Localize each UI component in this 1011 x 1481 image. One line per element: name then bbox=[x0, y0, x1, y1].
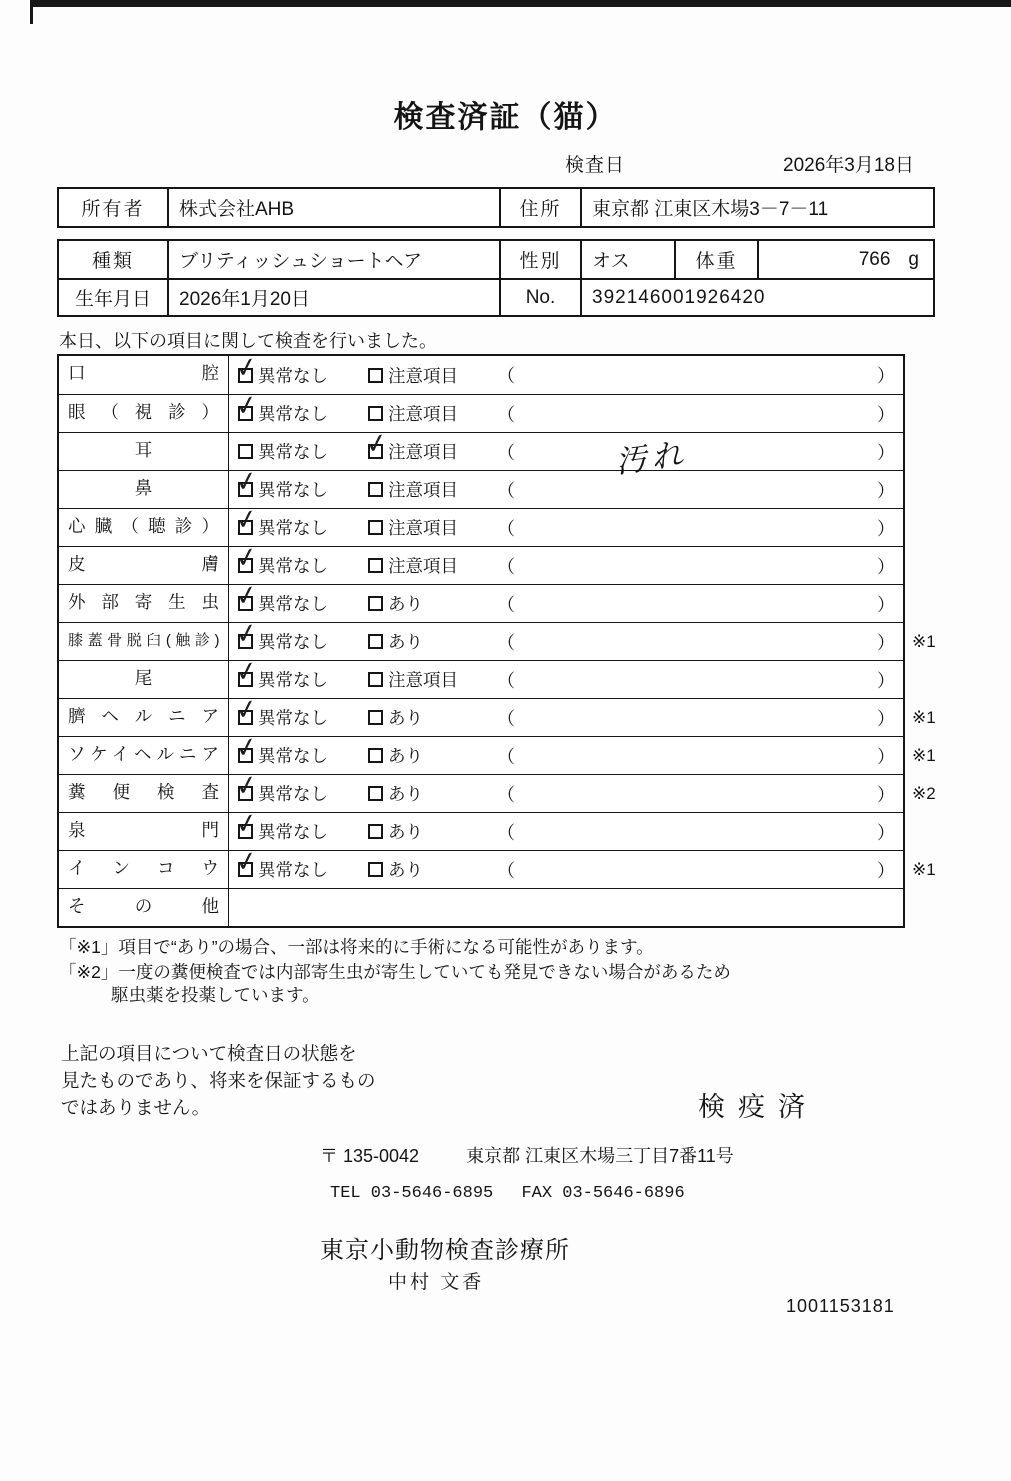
paren-open: （ bbox=[497, 404, 515, 425]
paren-open: （ bbox=[497, 670, 515, 691]
exam-option-label: あり bbox=[388, 860, 423, 880]
owner-value: 株式会社AHB bbox=[167, 189, 499, 226]
footnote-mark: ※1 bbox=[912, 859, 936, 879]
owner-row bbox=[59, 189, 933, 226]
veterinarian-name: 中村 文香 bbox=[388, 1272, 485, 1293]
checkbox-checked bbox=[233, 577, 260, 614]
disclaimer-line-2: 見たものであり、将来を保証するもの bbox=[61, 1070, 376, 1091]
pet-row-2 bbox=[59, 278, 933, 315]
exam-item-label: 皮膚 bbox=[59, 547, 229, 584]
exam-row-content bbox=[229, 691, 903, 736]
owner-table bbox=[57, 187, 935, 228]
checkmark-icon: ✓ bbox=[233, 767, 260, 804]
paren-close: ） bbox=[877, 860, 895, 881]
paren-close: ） bbox=[877, 708, 895, 729]
footnote-mark: ※1 bbox=[912, 745, 936, 765]
checkmark-icon: ✓ bbox=[233, 501, 260, 538]
exam-option-label: 異常なし bbox=[258, 784, 328, 804]
exam-item-label: ソケイヘルニア bbox=[59, 737, 229, 774]
exam-item-label: 膝蓋骨脱臼(触診) bbox=[59, 623, 229, 660]
exam-option-label: 注意項目 bbox=[388, 442, 458, 462]
checkbox-unchecked bbox=[368, 824, 383, 839]
exam-row bbox=[59, 615, 936, 660]
checkbox-unchecked bbox=[368, 710, 383, 725]
exam-item-label: その他 bbox=[59, 889, 229, 926]
paren-close: ） bbox=[877, 480, 895, 501]
paren-close: ） bbox=[877, 746, 895, 767]
checkbox-unchecked bbox=[368, 634, 383, 649]
exam-option-opt2 bbox=[368, 699, 423, 736]
exam-row-content bbox=[229, 843, 903, 888]
paren-close: ） bbox=[877, 518, 895, 539]
exam-option-opt2 bbox=[368, 509, 458, 546]
checkbox-checked bbox=[233, 615, 260, 652]
exam-row bbox=[59, 805, 903, 850]
footnote-2-continued: 駆虫薬を投薬しています。 bbox=[111, 985, 320, 1005]
footnote-mark: ※1 bbox=[912, 631, 936, 651]
disclaimer bbox=[61, 1040, 376, 1121]
checkbox-unchecked bbox=[368, 368, 383, 383]
checkbox-checked bbox=[233, 843, 260, 880]
checkmark-icon: ✓ bbox=[233, 691, 260, 728]
exam-item-label: 糞便検査 bbox=[59, 775, 229, 812]
checkmark-icon: ✓ bbox=[233, 387, 260, 424]
exam-row bbox=[59, 539, 903, 584]
checkmark-icon: ✓ bbox=[363, 425, 390, 462]
exam-row bbox=[59, 501, 903, 546]
exam-note-area bbox=[497, 623, 895, 660]
weight-unit: g bbox=[908, 248, 919, 270]
weight-label: 体重 bbox=[674, 241, 757, 278]
exam-row-content bbox=[229, 615, 903, 660]
exam-row bbox=[59, 387, 903, 432]
exam-note-area bbox=[497, 471, 895, 508]
inspection-date-label: 検査日 bbox=[565, 155, 626, 176]
checkbox-unchecked bbox=[368, 862, 383, 877]
scan-edge-artifact bbox=[30, 0, 1011, 7]
sex-label: 性別 bbox=[499, 241, 580, 278]
exam-note-area bbox=[497, 661, 895, 698]
paren-open: （ bbox=[497, 556, 515, 577]
checkbox-unchecked bbox=[368, 520, 383, 535]
exam-option-opt2 bbox=[368, 661, 458, 698]
quarantine-stamp: 検疫済 bbox=[698, 1092, 818, 1122]
exam-item-label: 鼻 bbox=[59, 471, 229, 508]
checkbox-unchecked bbox=[238, 444, 253, 459]
checkmark-icon: ✓ bbox=[233, 349, 260, 385]
weight-value: 766 bbox=[858, 248, 891, 270]
checkbox-checked bbox=[233, 539, 260, 576]
exam-row bbox=[59, 729, 936, 774]
checkbox-checked bbox=[233, 463, 260, 500]
paren-close: ） bbox=[877, 632, 895, 653]
exam-item-label: 心臓（聴診） bbox=[59, 509, 229, 546]
disclaimer-line-1: 上記の項目について検査日の状態を bbox=[61, 1043, 357, 1064]
exam-row-content bbox=[229, 889, 903, 926]
handwritten-note: 汚れ bbox=[613, 436, 690, 481]
exam-note-area bbox=[497, 851, 895, 888]
exam-option-label: あり bbox=[388, 594, 423, 614]
exam-note-area bbox=[497, 356, 895, 394]
exam-item-label: 眼（視診） bbox=[59, 395, 229, 432]
exam-note-area bbox=[497, 813, 895, 850]
exam-table bbox=[57, 349, 936, 928]
exam-option-label: 異常なし bbox=[258, 556, 328, 576]
exam-option-label: 注意項目 bbox=[388, 518, 458, 538]
pet-table bbox=[57, 239, 935, 317]
checkmark-icon: ✓ bbox=[233, 539, 260, 576]
checkbox-unchecked bbox=[368, 672, 383, 687]
breed-label: 種類 bbox=[91, 251, 134, 272]
checkbox-checked bbox=[233, 767, 260, 804]
checkmark-icon: ✓ bbox=[233, 843, 260, 880]
exam-option-label: 異常なし bbox=[258, 594, 328, 614]
paren-open: （ bbox=[497, 632, 515, 653]
exam-option-label: 異常なし bbox=[258, 480, 328, 500]
checkbox-checked bbox=[233, 653, 260, 690]
exam-note bbox=[515, 429, 877, 481]
exam-option-label: 異常なし bbox=[258, 632, 328, 652]
footnote-mark: ※1 bbox=[912, 707, 936, 727]
exam-option-opt2 bbox=[363, 425, 458, 470]
paren-close: ） bbox=[877, 822, 895, 843]
exam-option-opt2 bbox=[368, 775, 423, 812]
checkbox-checked bbox=[233, 805, 260, 842]
checkbox-unchecked bbox=[368, 748, 383, 763]
exam-row-content bbox=[229, 463, 903, 508]
footnote-mark: ※2 bbox=[912, 783, 936, 803]
checkmark-icon: ✓ bbox=[233, 577, 260, 614]
exam-row bbox=[59, 577, 903, 622]
checkmark-icon: ✓ bbox=[233, 653, 260, 690]
paren-open: （ bbox=[497, 442, 515, 463]
exam-option-label: 注意項目 bbox=[388, 404, 458, 424]
paren-close: ） bbox=[877, 784, 895, 805]
exam-option-label: あり bbox=[388, 784, 423, 804]
birth-value: 2026年1月20日 bbox=[167, 280, 499, 315]
exam-option-label: 異常なし bbox=[258, 708, 328, 728]
intro-text: 本日、以下の項目に関して検査を行いました。 bbox=[59, 331, 437, 351]
exam-row-content bbox=[229, 501, 903, 546]
exam-option-label: あり bbox=[388, 822, 423, 842]
checkbox-unchecked bbox=[368, 482, 383, 497]
exam-option-label: 注意項目 bbox=[388, 480, 458, 500]
exam-option-label: 異常なし bbox=[258, 746, 328, 766]
inspection-date-value: 2026年3月18日 bbox=[783, 155, 914, 176]
exam-item-label: 泉門 bbox=[59, 813, 229, 850]
checkbox-checked bbox=[233, 501, 260, 538]
paren-close: ） bbox=[877, 670, 895, 691]
exam-option-label: 注意項目 bbox=[388, 670, 458, 690]
exam-option-opt2 bbox=[368, 471, 458, 508]
exam-note-area bbox=[497, 395, 895, 432]
address-value: 東京都 江東区木場3－7－11 bbox=[580, 189, 933, 226]
exam-option-label: あり bbox=[388, 708, 423, 728]
owner-label: 所有者 bbox=[81, 199, 145, 220]
paren-open: （ bbox=[497, 594, 515, 615]
exam-option-label: あり bbox=[388, 746, 423, 766]
exam-row bbox=[59, 767, 936, 812]
exam-option-label: 異常なし bbox=[258, 822, 328, 842]
exam-row bbox=[59, 888, 903, 926]
paren-open: （ bbox=[497, 784, 515, 805]
checkbox-unchecked bbox=[368, 558, 383, 573]
checkmark-icon: ✓ bbox=[233, 805, 260, 842]
exam-row bbox=[59, 349, 903, 394]
checkbox-checked bbox=[233, 387, 260, 424]
exam-option-opt1 bbox=[233, 843, 328, 888]
paren-close: ） bbox=[877, 556, 895, 577]
exam-item-label: 臍ヘルニア bbox=[59, 699, 229, 736]
exam-note-area bbox=[497, 775, 895, 812]
sex-value: オス bbox=[580, 241, 674, 278]
paren-open: （ bbox=[497, 746, 515, 767]
paren-open: （ bbox=[497, 708, 515, 729]
exam-note-area bbox=[497, 547, 895, 584]
checkmark-icon: ✓ bbox=[233, 615, 260, 652]
exam-row-content bbox=[229, 767, 903, 812]
checkbox-checked bbox=[363, 425, 390, 462]
scan-edge-artifact-corner bbox=[30, 0, 33, 24]
exam-option-opt2 bbox=[368, 813, 423, 850]
paren-open: （ bbox=[497, 518, 515, 539]
exam-option-label: 注意項目 bbox=[388, 556, 458, 576]
exam-option-label: 注意項目 bbox=[388, 365, 458, 386]
exam-item-label: インコウ bbox=[59, 851, 229, 888]
exam-note-area bbox=[497, 509, 895, 546]
no-value: 392146001926420 bbox=[580, 280, 933, 315]
document-title: 検査済証（猫） bbox=[393, 101, 618, 134]
paren-open: （ bbox=[497, 860, 515, 881]
clinic-postal-code: 〒 135-0042 bbox=[320, 1146, 420, 1166]
paren-open: （ bbox=[497, 822, 515, 843]
clinic-tel-line bbox=[330, 1184, 685, 1203]
exam-row bbox=[59, 425, 903, 481]
pet-row-1 bbox=[59, 241, 933, 278]
disclaimer-line-3: ではありません。 bbox=[61, 1097, 211, 1118]
exam-option-opt2 bbox=[368, 623, 423, 660]
exam-option-label: 異常なし bbox=[258, 860, 328, 880]
paren-close: ） bbox=[877, 404, 895, 425]
exam-option-label: 異常なし bbox=[258, 442, 328, 462]
exam-item-label: 耳 bbox=[59, 433, 229, 470]
exam-item-label: 口腔 bbox=[59, 356, 229, 394]
exam-row bbox=[59, 463, 903, 508]
exam-option-opt2 bbox=[368, 547, 458, 584]
exam-option-opt2 bbox=[368, 356, 458, 394]
exam-note-area bbox=[497, 433, 895, 481]
paren-close: ） bbox=[877, 442, 895, 463]
checkbox-checked bbox=[233, 729, 260, 766]
exam-note-area bbox=[497, 737, 895, 774]
checkbox-checked bbox=[233, 691, 260, 728]
paren-close: ） bbox=[877, 366, 895, 386]
clinic-tel: TEL 03-5646-6895 bbox=[330, 1184, 494, 1203]
exam-row-content bbox=[229, 425, 903, 481]
exam-row-content bbox=[229, 349, 903, 394]
birth-label: 生年月日 bbox=[74, 289, 151, 310]
footnote-1: 「※1」項目で“あり”の場合、一部は将来的に手術になる可能性があります。 bbox=[59, 937, 654, 957]
paren-close: ） bbox=[877, 594, 895, 615]
checkbox-checked bbox=[233, 349, 260, 385]
exam-note-area bbox=[497, 585, 895, 622]
exam-option-opt1 bbox=[233, 387, 328, 432]
clinic-name: 東京小動物検査診療所 bbox=[320, 1237, 570, 1264]
address-label: 住所 bbox=[499, 189, 580, 226]
clinic-postal-line bbox=[320, 1142, 734, 1168]
checkbox-unchecked bbox=[368, 596, 383, 611]
exam-option-opt2 bbox=[368, 851, 423, 888]
paren-open: （ bbox=[497, 480, 515, 501]
exam-row-content bbox=[229, 653, 903, 698]
clinic-fax: FAX 03-5646-6896 bbox=[521, 1184, 685, 1203]
exam-row bbox=[59, 691, 936, 736]
exam-option-label: 異常なし bbox=[258, 518, 328, 538]
checkbox-unchecked bbox=[368, 786, 383, 801]
serial-number: 1001153181 bbox=[786, 1296, 895, 1316]
exam-row bbox=[59, 843, 936, 888]
checkmark-icon: ✓ bbox=[233, 463, 260, 500]
checkmark-icon: ✓ bbox=[233, 729, 260, 766]
exam-option-label: 異常なし bbox=[258, 365, 328, 386]
exam-note-area bbox=[497, 699, 895, 736]
exam-row-content bbox=[229, 805, 903, 850]
exam-item-label: 尾 bbox=[59, 661, 229, 698]
exam-row-content bbox=[229, 387, 903, 432]
no-label: No. bbox=[499, 280, 580, 315]
exam-option-opt2 bbox=[368, 585, 423, 622]
exam-option-opt2 bbox=[368, 737, 423, 774]
footnote-2: 「※2」一度の糞便検査では内部寄生虫が寄生していても発見できない場合があるため bbox=[59, 962, 731, 982]
exam-row-content bbox=[229, 729, 903, 774]
exam-item-label: 外部寄生虫 bbox=[59, 585, 229, 622]
weight-cell bbox=[757, 241, 933, 278]
exam-option-label: あり bbox=[388, 632, 423, 652]
breed-value: ブリティッシュショートヘア bbox=[167, 241, 499, 278]
exam-option-label: 異常なし bbox=[258, 670, 328, 690]
checkbox-unchecked bbox=[368, 406, 383, 421]
paren-open: （ bbox=[497, 366, 515, 386]
exam-option-label: 異常なし bbox=[258, 404, 328, 424]
clinic-address: 東京都 江東区木場三丁目7番11号 bbox=[466, 1146, 734, 1166]
exam-row-content bbox=[229, 539, 903, 584]
exam-row bbox=[59, 653, 903, 698]
exam-row-content bbox=[229, 577, 903, 622]
